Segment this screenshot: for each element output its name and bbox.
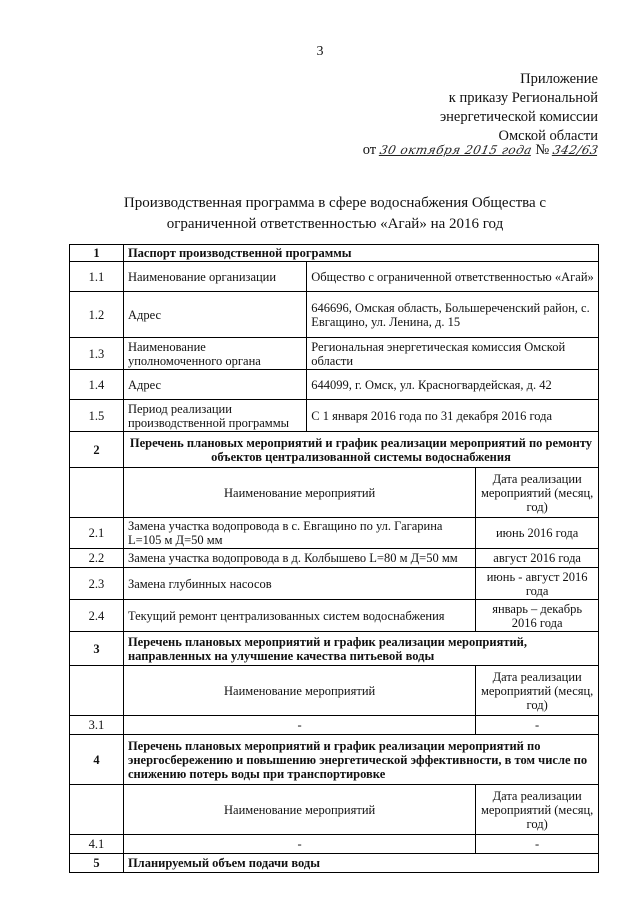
empty-cell [70, 468, 124, 518]
appendix-line: Приложение [520, 71, 598, 87]
table-row [70, 568, 599, 600]
section-row [70, 632, 599, 666]
column-header-row [70, 666, 599, 716]
section-title: Перечень плановых мероприятий и график реализации мероприятий, направленных на улучшение качества питьевой воды [123, 632, 598, 666]
row-value: 646696, Омская область, Большереченский район, с. Евгащино, ул. Ленина, д. 15 [307, 292, 599, 338]
activity-name: Текущий ремонт централизованных систем водоснабжения [123, 600, 475, 632]
section-number: 1 [70, 245, 124, 262]
row-number: 1.4 [70, 370, 124, 400]
title-line: Производственная программа в сфере водоснабжения Общества с [123, 195, 547, 211]
row-value: Общество с ограниченной ответственностью «Агай» [307, 262, 599, 292]
section-number: 2 [70, 432, 124, 468]
section-row [70, 735, 599, 785]
column-header-name: Наименование мероприятий [123, 666, 475, 716]
row-label: Адрес [123, 370, 306, 400]
column-header-name: Наименование мероприятий [123, 468, 475, 518]
section-title: Паспорт производственной программы [123, 245, 598, 262]
row-value: Региональная энергетическая комиссия Омской области [307, 338, 599, 370]
section-row [70, 854, 599, 873]
document-title [60, 193, 610, 235]
table-row [70, 600, 599, 632]
activity-date: август 2016 года [476, 549, 599, 568]
row-value: 644099, г. Омск, ул. Красногвардейская, д. 42 [307, 370, 599, 400]
handwritten-order-number: 342/63 [551, 143, 600, 157]
activity-date: июнь 2016 года [476, 518, 599, 549]
row-number: 3.1 [70, 716, 124, 735]
activity-name: Замена глубинных насосов [123, 568, 475, 600]
table-row [70, 338, 599, 370]
table-row [70, 716, 599, 735]
activity-date: январь – декабрь 2016 года [476, 600, 599, 632]
row-label: Наименование организации [123, 262, 306, 292]
table-row [70, 549, 599, 568]
table-row [70, 835, 599, 854]
appendix-header [440, 70, 598, 146]
column-header-date: Дата реализации мероприятий (месяц, год) [476, 666, 599, 716]
column-header-row [70, 468, 599, 518]
table-row [70, 262, 599, 292]
order-date-line [363, 142, 598, 159]
row-value: С 1 января 2016 года по 31 декабря 2016 года [307, 400, 599, 432]
appendix-line: энергетической комиссии [439, 109, 598, 125]
activity-name: Замена участка водопровода в с. Евгащино по ул. Гагарина L=105 м Д=50 мм [123, 518, 475, 549]
activity-date: - [476, 835, 599, 854]
handwritten-date: 30 октября 2015 года [378, 143, 534, 157]
section-row [70, 432, 599, 468]
column-header-date: Дата реализации мероприятий (месяц, год) [476, 468, 599, 518]
row-number: 1.3 [70, 338, 124, 370]
row-label: Наименование уполномоченного органа [123, 338, 306, 370]
empty-cell [70, 785, 124, 835]
activity-name: Замена участка водопровода в д. Колбышево L=80 м Д=50 мм [123, 549, 475, 568]
title-line: ограниченной ответственностью «Агай» на 2016 год [166, 216, 504, 232]
table-row [70, 400, 599, 432]
row-number: 1.5 [70, 400, 124, 432]
row-number: 4.1 [70, 835, 124, 854]
appendix-line: к приказу Региональной [448, 90, 598, 106]
row-label: Период реализации производственной программы [123, 400, 306, 432]
activity-name: - [123, 835, 475, 854]
column-header-date: Дата реализации мероприятий (месяц, год) [476, 785, 599, 835]
row-number: 2.1 [70, 518, 124, 549]
section-number: 5 [70, 854, 124, 873]
table-row [70, 518, 599, 549]
page-number: 3 [316, 44, 324, 59]
row-number: 1.2 [70, 292, 124, 338]
column-header-name: Наименование мероприятий [123, 785, 475, 835]
activity-date: - [476, 716, 599, 735]
number-prefix: № [535, 142, 550, 158]
row-number: 2.4 [70, 600, 124, 632]
section-title: Планируемый объем подачи воды [123, 854, 598, 873]
section-row [70, 245, 599, 262]
section-title: Перечень плановых мероприятий и график реализации мероприятий по энергосбережению и повышению энергетической эффективности, в том числе по снижению потерь воды при транспортировке [123, 735, 598, 785]
date-prefix: от [362, 142, 377, 158]
production-program-table [69, 244, 599, 873]
empty-cell [70, 666, 124, 716]
section-title: Перечень плановых мероприятий и график реализации мероприятий по ремонту объектов централизованной системы водоснабжения [123, 432, 598, 468]
section-number: 4 [70, 735, 124, 785]
table-row [70, 370, 599, 400]
section-number: 3 [70, 632, 124, 666]
row-number: 2.3 [70, 568, 124, 600]
appendix-line: Омской области [498, 128, 598, 144]
column-header-row [70, 785, 599, 835]
row-label: Адрес [123, 292, 306, 338]
row-number: 1.1 [70, 262, 124, 292]
row-number: 2.2 [70, 549, 124, 568]
activity-name: - [123, 716, 475, 735]
table-row [70, 292, 599, 338]
activity-date: июнь - август 2016 года [476, 568, 599, 600]
